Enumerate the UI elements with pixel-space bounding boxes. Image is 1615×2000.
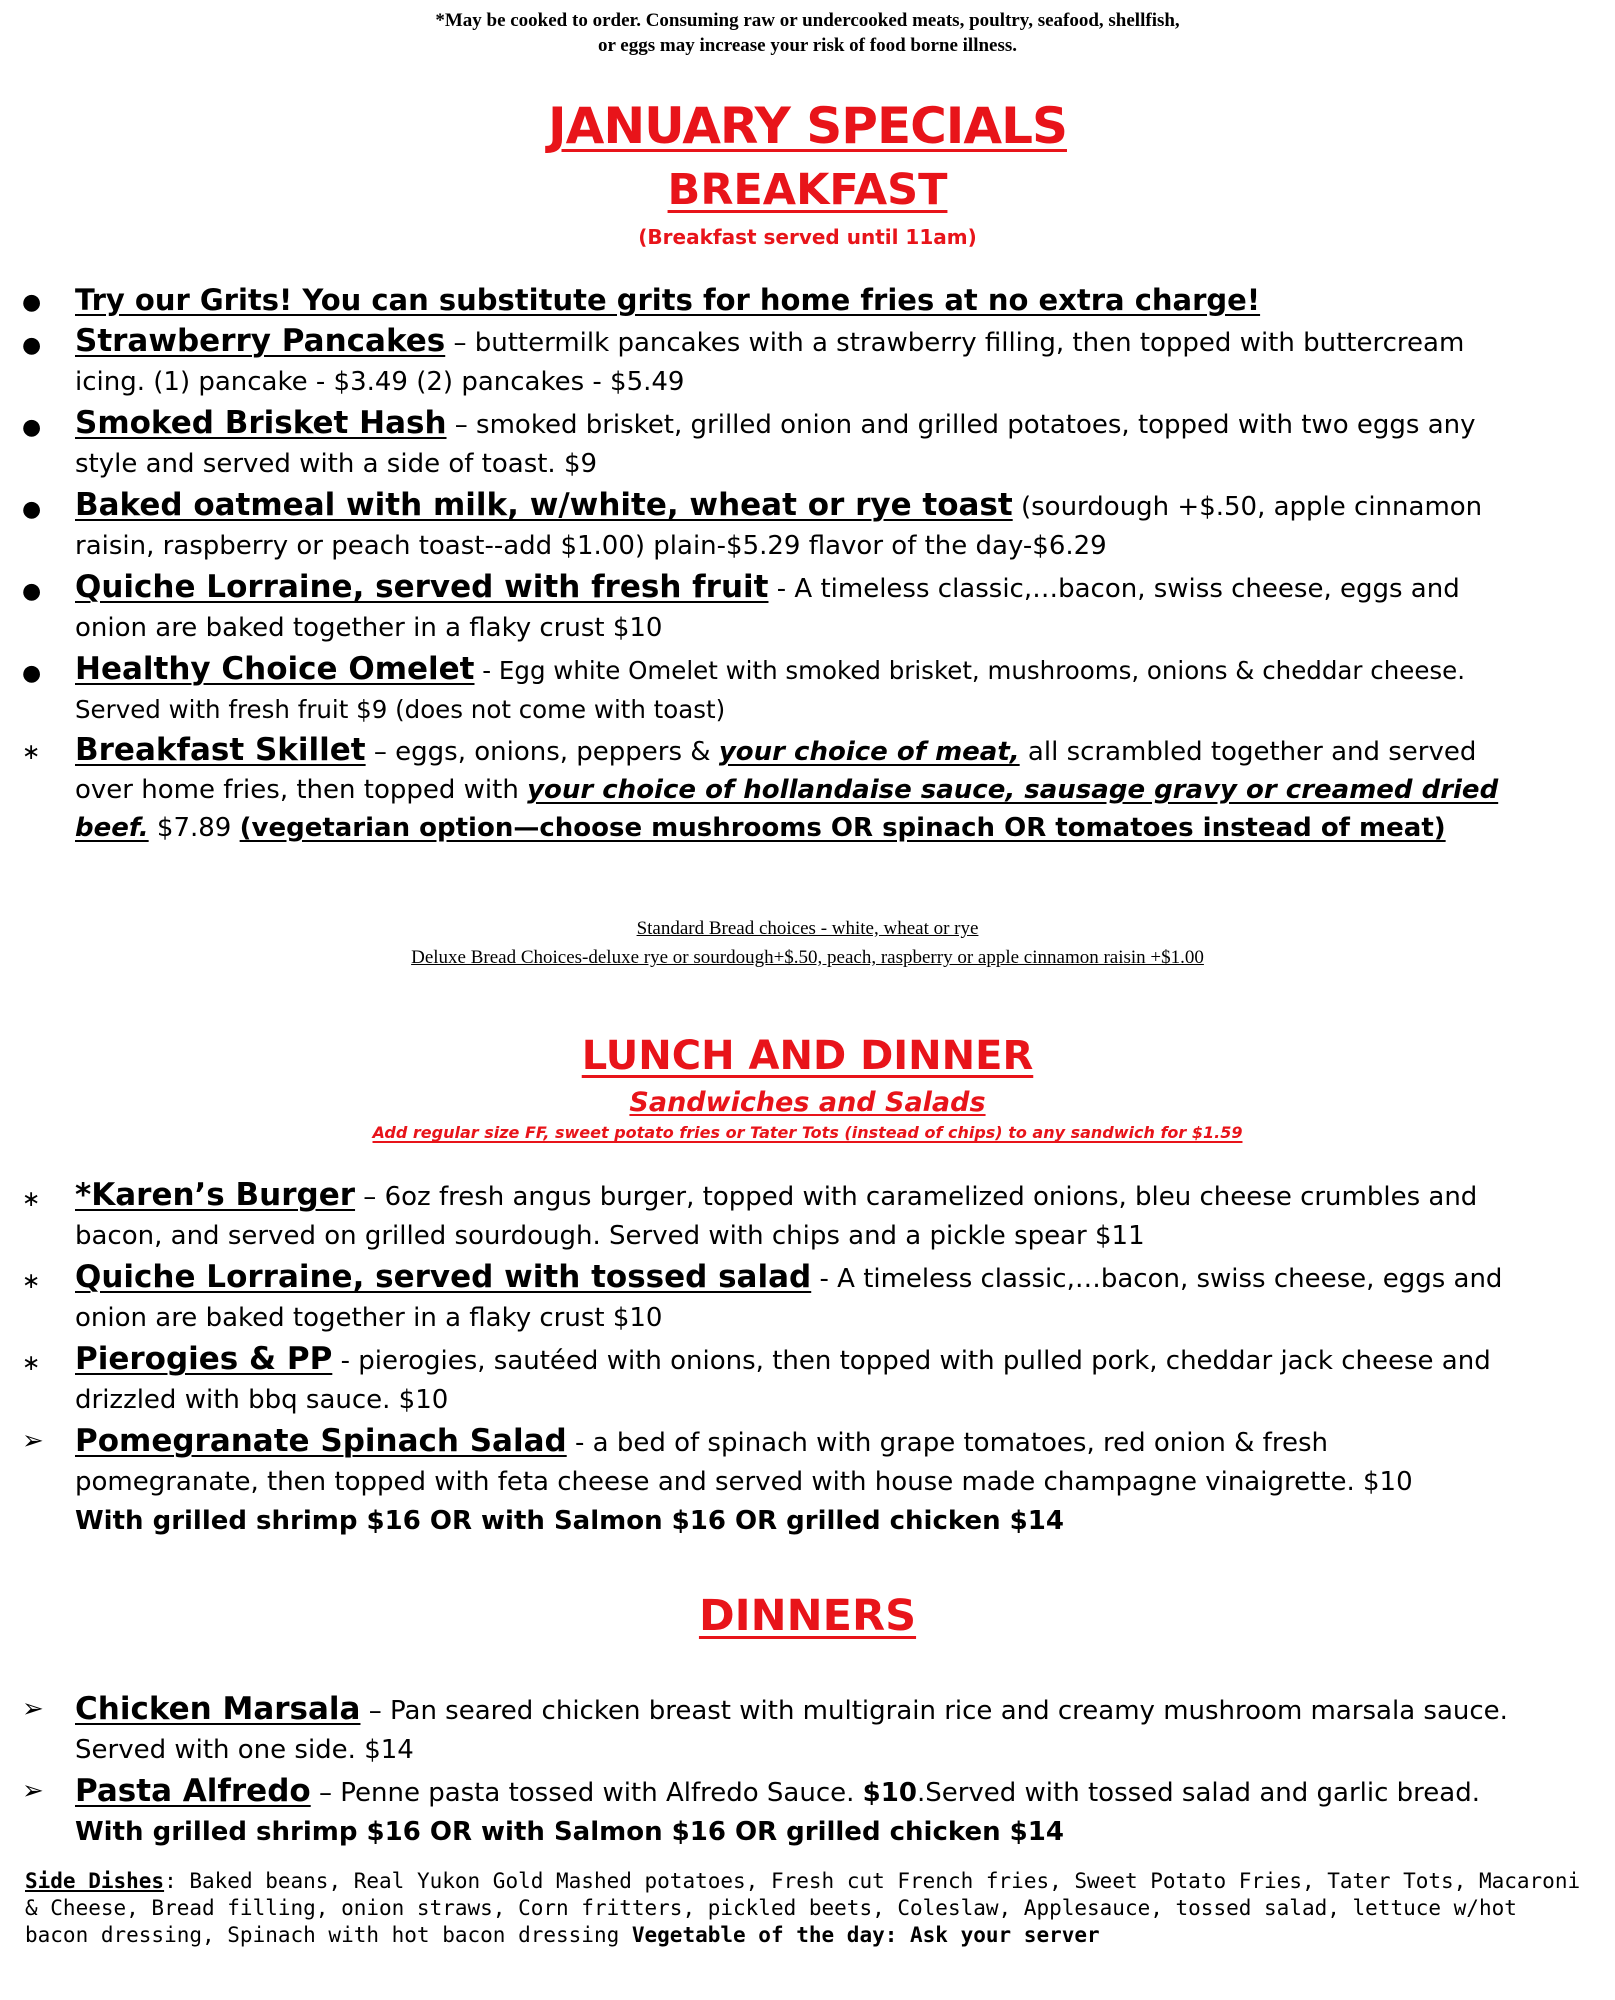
bullet-arrow-icon: ➢ (22, 1776, 44, 1806)
bullet-dot-icon: ● (22, 579, 42, 604)
menu-item-quiche-fruit: Quiche Lorraine, served with fresh fruit - A timeless classic,…bacon, swiss cheese, eggs and onion are baked together in a flaky crust $10 (75, 569, 1460, 643)
menu-item-chicken-marsala: Chicken Marsala – Pan seared chicken breast with multigrain rice and creamy mushroom marsala sauce. Served with one side. $14 (75, 1691, 1508, 1765)
food-safety-disclaimer: *May be cooked to order. Consuming raw or undercooked meats, poultry, seafood, shellfish, or eggs may increase your risk of food borne illness. (435, 10, 1180, 56)
grits-notice: Try our Grits! You can substitute grits for home fries at no extra charge! (75, 283, 1261, 317)
bullet-star-icon: ∗ (22, 1351, 41, 1376)
menu-item-brisket-hash: Smoked Brisket Hash – smoked brisket, grilled onion and grilled potatoes, topped with two eggs any style and served with a side of toast. $9 (75, 405, 1476, 479)
dinners-heading: DINNERS (698, 1591, 917, 1641)
bullet-star-icon: ∗ (22, 1269, 41, 1294)
bullet-dot-icon: ● (22, 415, 42, 440)
bread-standard-note: Standard Bread choices - white, wheat or rye (636, 918, 979, 939)
breakfast-heading: BREAKFAST (667, 165, 948, 215)
bullet-dot-icon: ● (22, 290, 42, 315)
bread-deluxe-note: Deluxe Bread Choices-deluxe rye or sourdough+$.50, peach, raspberry or apple cinnamon raisin +$1.00 (411, 947, 1204, 968)
menu-item-pomegranate-salad: Pomegranate Spinach Salad - a bed of spinach with grape tomatoes, red onion & fresh pomegranate, then topped with feta cheese and served with house made champagne vinaigrette. $10 With grilled shrimp $16 OR with Salmon $16 OR grilled chicken $14 (75, 1423, 1413, 1536)
menu-item-pasta-alfredo: Pasta Alfredo – Penne pasta tossed with Alfredo Sauce. $10.Served with tossed salad and garlic bread. With grilled shrimp $16 OR with Salmon $16 OR grilled chicken $14 (75, 1773, 1480, 1847)
bullet-arrow-icon: ➢ (22, 1694, 44, 1724)
bullet-star-icon: ∗ (22, 1187, 41, 1212)
menu-item-healthy-omelet: Healthy Choice Omelet - Egg white Omelet with smoked brisket, mushrooms, onions & cheddar cheese. Served with fresh fruit $9 (does not come with toast) (75, 651, 1466, 724)
menu-item-strawberry-pancakes: Strawberry Pancakes – buttermilk pancakes with a strawberry filling, then topped with buttercream icing. (1) pancake - $3.49 (2) pancakes - $5.49 (75, 323, 1465, 397)
menu-item-pierogies: Pierogies & PP - pierogies, sautéed with onions, then topped with pulled pork, cheddar jack cheese and drizzled with bbq sauce. $10 (75, 1341, 1491, 1415)
bullet-dot-icon: ● (22, 661, 42, 686)
bullet-dot-icon: ● (22, 333, 42, 358)
bullet-dot-icon: ● (22, 497, 42, 522)
menu-item-quiche-salad: Quiche Lorraine, served with tossed salad - A timeless classic,…bacon, swiss cheese, eggs and onion are baked together in a flaky crust $10 (75, 1259, 1503, 1333)
lunch-dinner-heading: LUNCH AND DINNER (581, 1033, 1034, 1079)
page-title: JANUARY SPECIALS (548, 97, 1067, 155)
menu-item-karens-burger: *Karen’s Burger – 6oz fresh angus burger, topped with caramelized onions, bleu cheese crumbles and bacon, and served on grilled sourdough. Served with chips and a pickle spear $11 (75, 1177, 1478, 1251)
menu-item-breakfast-skillet: Breakfast Skillet – eggs, onions, peppers & your choice of meat, all scrambled together and served over home fries, then topped with your choice of hollandaise sauce, sausage gravy or creamed dried beef. $7.89 (vegetarian option—choose mushrooms OR spinach OR tomatoes instead of meat) (75, 732, 1499, 843)
breakfast-hours-note: (Breakfast served until 11am) (638, 225, 977, 249)
sandwich-sides-note: Add regular size FF, sweet potato fries or Tater Tots (instead of chips) to any sandwich for $1.59 (372, 1123, 1243, 1142)
bullet-star-icon: ∗ (22, 740, 41, 765)
sandwiches-salads-subheading: Sandwiches and Salads (629, 1087, 986, 1118)
bullet-arrow-icon: ➢ (22, 1426, 44, 1456)
menu-item-baked-oatmeal: Baked oatmeal with milk, w/white, wheat or rye toast (sourdough +$.50, apple cinnamon raisin, raspberry or peach toast--add $1.00) plain-$5.29 flavor of the day-$6.29 (75, 487, 1483, 561)
side-dishes-list: Side Dishes: Baked beans, Real Yukon Gold Mashed potatoes, Fresh cut French fries, Sweet Potato Fries, Tater Tots, Macaroni & Cheese, Bread filling, onion straws, Corn fritters, pickled beets, Coleslaw, Applesauce, tossed salad, lettuce w/hot bacon dressing, Spinach with hot bacon dressing Vegetable of the day: Ask your server (25, 1869, 1581, 1947)
